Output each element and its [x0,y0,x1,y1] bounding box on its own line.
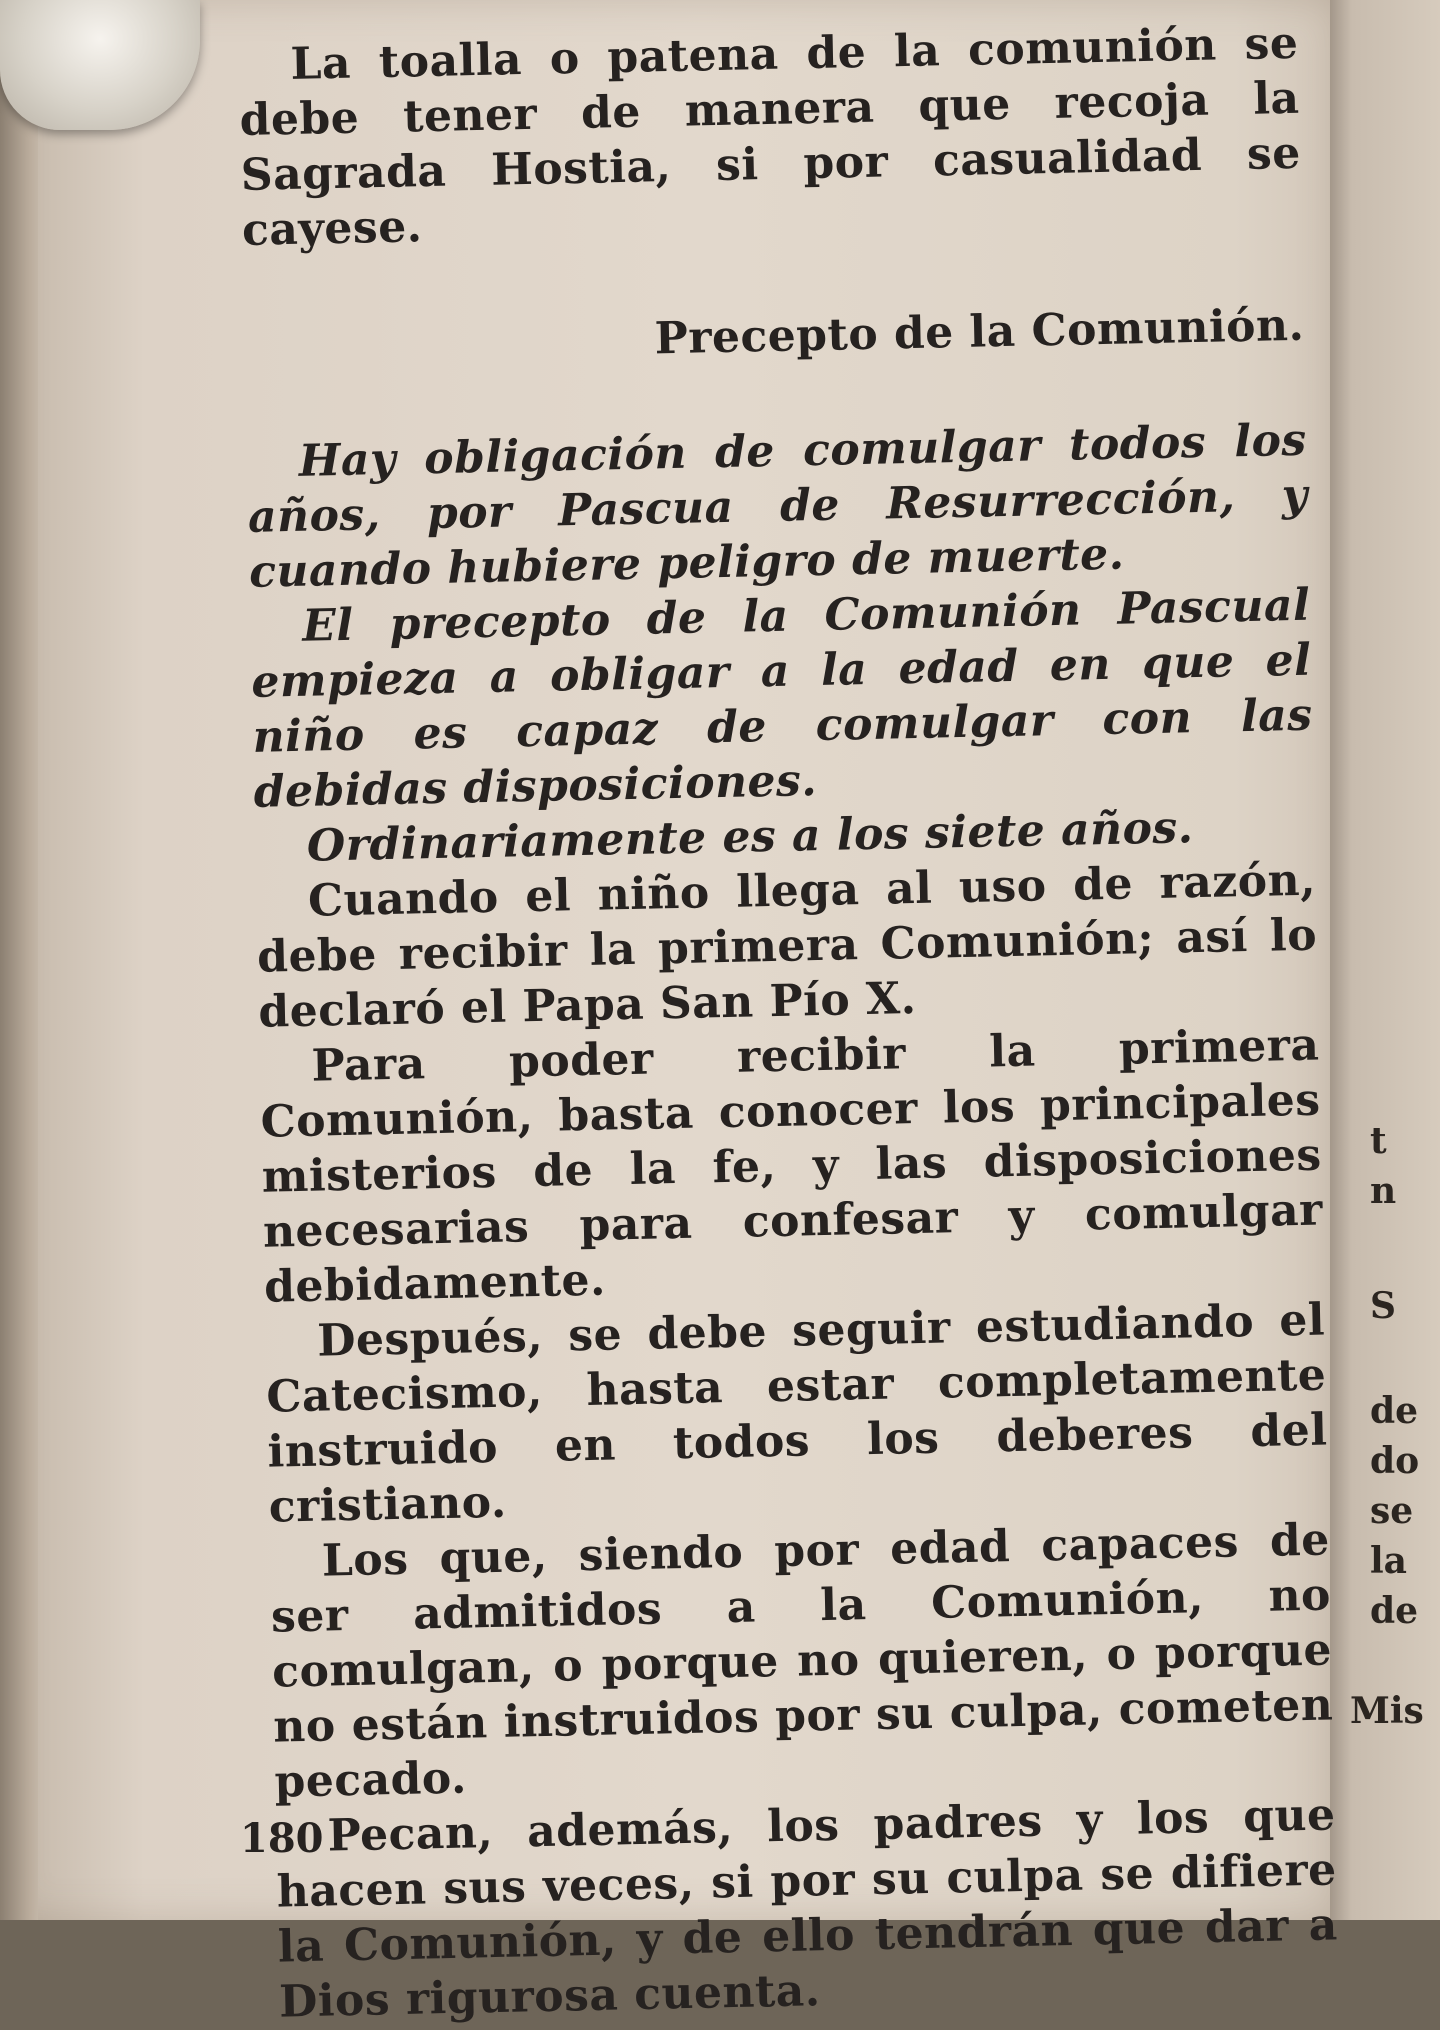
italic-paragraph: Hay obligación de comulgar todos los años, por Pascua de Resurrección, y cuando hubiere peligro de muerte. [247,414,1309,598]
adjacent-page-fragment: de [1370,1390,1419,1432]
adjacent-page-fragment: de [1370,1590,1419,1632]
intro-paragraph: La toalla o patena de la comunión se debe tener de manera que recoja la Sagrada Hostia, si por casualidad se cayese. [239,17,1302,256]
section-heading: Precepto de la Comunión. [654,299,1305,365]
italic-paragraph: El precepto de la Comunión Pascual empieza a obligar a la edad en que el niño es capaz de comulgar con las debidas disposiciones. [250,579,1313,818]
adjacent-page-fragment: la [1370,1540,1408,1582]
page-number: 180 [240,1815,324,1862]
adjacent-page-fragment: n [1370,1170,1397,1212]
adjacent-page-fragment: Mis [1350,1690,1424,1732]
italic-paragraph: Ordinariamente es a los siete años. [306,802,1194,872]
adjacent-page-fragment: S [1370,1285,1396,1327]
body-paragraph: Después, se debe seguir estudiando el Catecismo, hasta estar completamente instruido en todos los deberes del cristiano. [265,1294,1328,1533]
adjacent-page-fragment: t [1370,1120,1387,1162]
page-text [238,16,1339,2030]
adjacent-page [1330,0,1440,1920]
adjacent-page-fragment: do [1370,1440,1420,1482]
body-paragraph: Los que, siendo por edad capaces de ser admitidos a la Comunión, no comulgan, o porque no quieren, o porque no están instruidos por su culpa, cometen pecado. [270,1514,1334,1808]
body-paragraph: Pecan, además, los padres y los que hacen sus veces, si por su culpa se difiere la Comunión, y de ello tendrán que dar a Dios rigurosa cuenta. [276,1789,1339,2028]
body-paragraph: Para poder recibir la primera Comunión, basta conocer los principales misterios de la fe, y las disposiciones necesarias para confesar y comulgar debidamente. [260,1019,1324,1313]
body-paragraph: Cuando el niño llega al uso de razón, debe recibir la primera Comunión; así lo declaró el Papa San Pío X. [256,854,1318,1038]
adjacent-page-fragment: se [1370,1490,1414,1532]
